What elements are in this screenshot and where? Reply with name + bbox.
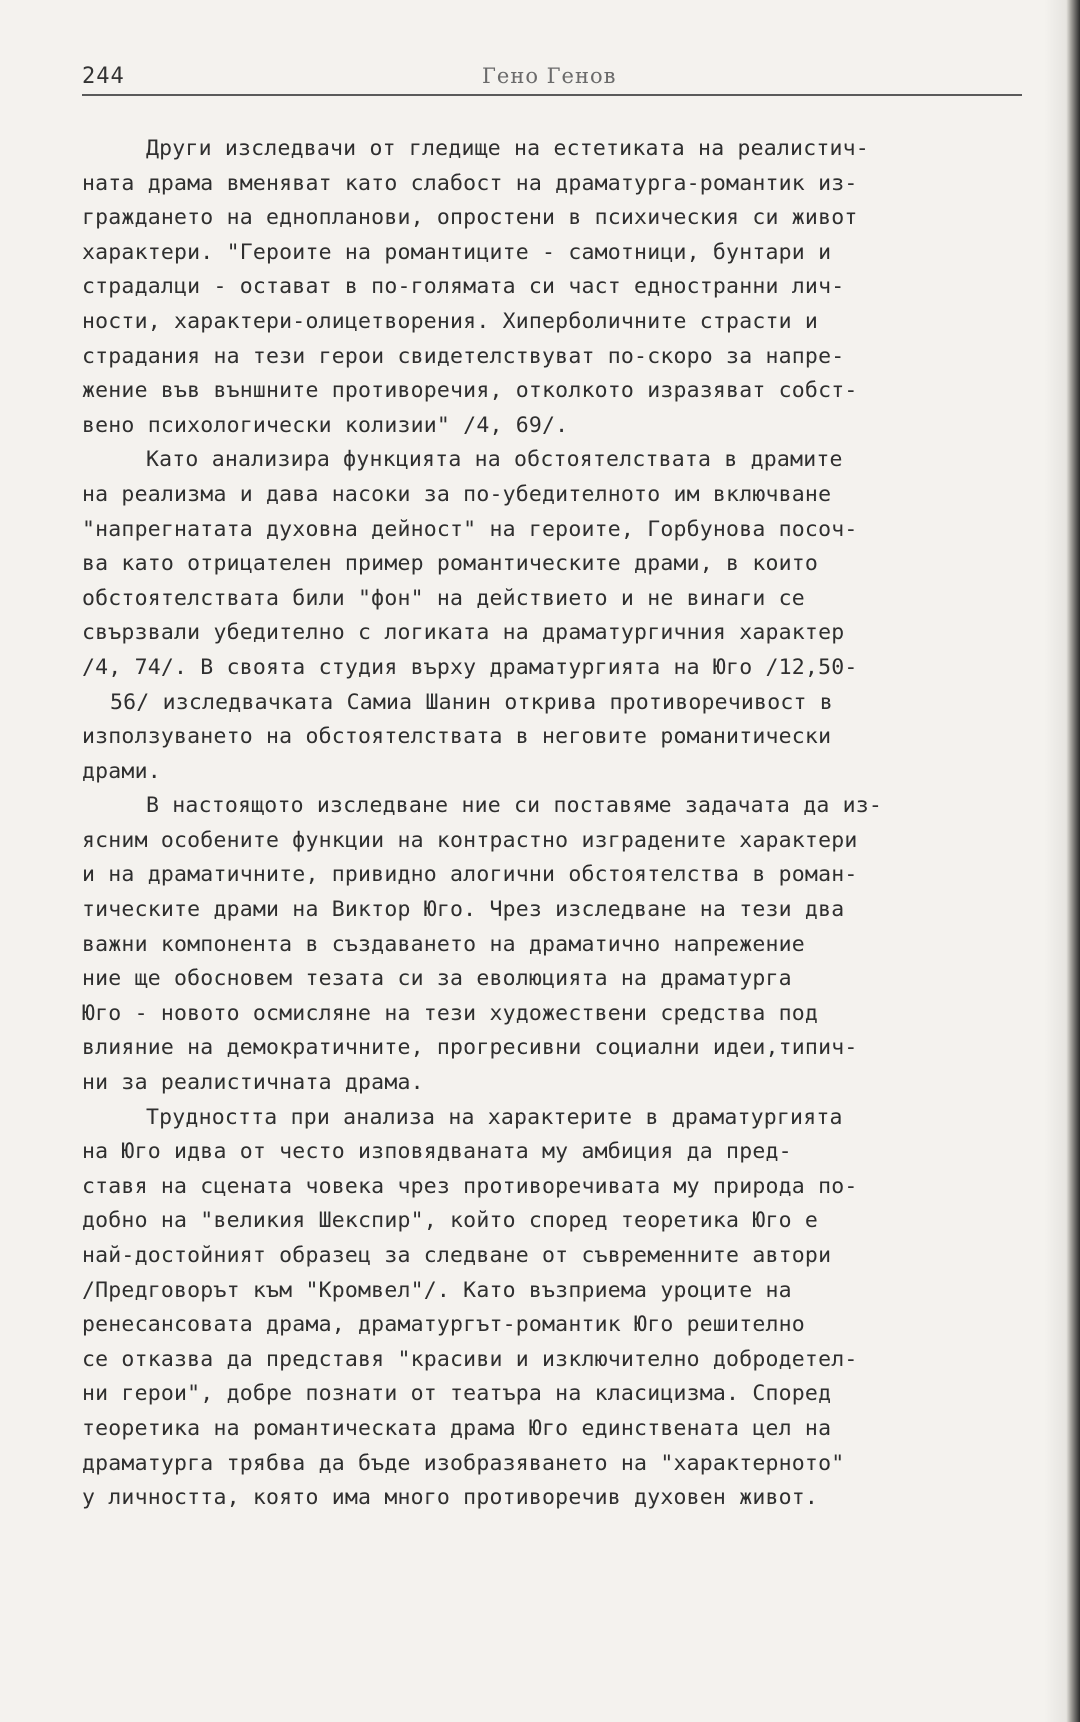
- text-line: на Юго идва от често изповядваната му амбиция да пред-: [82, 1139, 792, 1165]
- page-header: [82, 62, 1022, 96]
- paragraph: [82, 443, 1028, 789]
- text-line: страдания на тези герои свидетелствуват по-скоро за напре-: [82, 343, 845, 369]
- paragraph: [82, 1101, 1028, 1516]
- text-line: Други изследвачи от гледище на естетиката на реалистич-: [146, 136, 869, 161]
- text-line: ние ще обосновем тезата си за еволюцията на драматурга: [82, 966, 792, 992]
- text-line: обстоятелствата били "фон" на действието и не винаги се: [82, 585, 805, 611]
- text-line: се отказва да представя "красиви и изключително добродетел-: [82, 1346, 858, 1372]
- page-number: 244: [82, 64, 125, 89]
- text-line: ности, характери-олицетворения. Хиперболичните страсти и: [82, 308, 819, 334]
- text-line: свързвали убедително с логиката на драматургичния характер: [82, 620, 845, 646]
- text-line: Юго - новото осмисляне на тези художествени средства под: [82, 1000, 819, 1026]
- text-line: Трудността при анализа на характерите в драматургията: [146, 1104, 843, 1130]
- text-line: драматурга трябва да бъде изобразяването на "характерното": [82, 1450, 845, 1476]
- text-line: страдалци - остават в по-голямата си част едностранни лич-: [82, 274, 845, 300]
- text-line: Като анализира функцията на обстоятелствата в драмите: [146, 447, 843, 473]
- text-line: тическите драми на Виктор Юго. Чрез изследване на тези два: [82, 897, 845, 923]
- text-line: добно на "великия Шекспир", който според теоретика Юго е: [82, 1208, 819, 1234]
- text-line: ренесансовата драма, драматургът-романтик Юго решително: [82, 1312, 805, 1338]
- text-line: ва като отрицателен пример романтическите драми, в които: [82, 551, 819, 577]
- paragraph: [82, 132, 1028, 443]
- text-line: граждането на еднопланови, опростени в психическия си живот: [82, 205, 858, 231]
- text-line: "напрегнатата духовна дейност" на героите, Горбунова посоч-: [82, 516, 858, 542]
- text-line: В настоящото изследване ние си поставяме задачата да из-: [146, 793, 883, 819]
- text-line: ни за реалистичната драма.: [82, 1070, 424, 1096]
- body-text: [82, 132, 1028, 1516]
- text-line: ставя на сцената човека чрез противоречивата му природа по-: [82, 1173, 858, 1199]
- text-line: и на драматичните, привидно алогични обстоятелства в роман-: [82, 862, 858, 888]
- text-line: у личността, която има много противоречив духовен живот.: [82, 1485, 819, 1511]
- text-line: ни герои", добре познати от театъра на класицизма. Според: [82, 1381, 832, 1407]
- text-line: на реализма и дава насоки за по-убедителното им включване: [82, 481, 832, 507]
- text-line: 56/ изследвачката Самиа Шанин открива противоречивост в: [110, 689, 833, 715]
- text-line: /Предговорът към "Кромвел"/. Като възприема уроците на: [82, 1277, 792, 1303]
- text-line: влияние на демократичните, прогресивни социални идеи,типич-: [82, 1035, 858, 1061]
- text-line: теоретика на романтическата драма Юго единствената цел на: [82, 1415, 832, 1441]
- text-line: /4, 74/. В своята студия върху драматургията на Юго /12,50-: [82, 654, 858, 680]
- text-line: характери. "Героите на романтиците - самотници, бунтари и: [82, 239, 832, 265]
- running-head-author: Гено Генов: [482, 64, 617, 88]
- text-line: жение във външните противоречия, отколкото изразяват собст-: [82, 378, 858, 404]
- text-line: вено психологически колизии" /4, 69/.: [82, 412, 569, 438]
- text-line: драми.: [82, 758, 161, 784]
- paragraph: [82, 789, 1028, 1100]
- text-line: ясним особените функции на контрастно изградените характери: [82, 827, 858, 853]
- page-edge: [1066, 0, 1080, 1722]
- text-line: ната драма вменяват като слабост на драматурга-романтик из-: [82, 170, 858, 196]
- page-edge-shadow: [1044, 0, 1066, 1722]
- text-line: най-достойният образец за следване от съвременните автори: [82, 1243, 832, 1268]
- text-line: използуването на обстоятелствата в неговите романитически: [82, 724, 832, 750]
- text-line: важни компонента в създаването на драматично напрежение: [82, 931, 805, 957]
